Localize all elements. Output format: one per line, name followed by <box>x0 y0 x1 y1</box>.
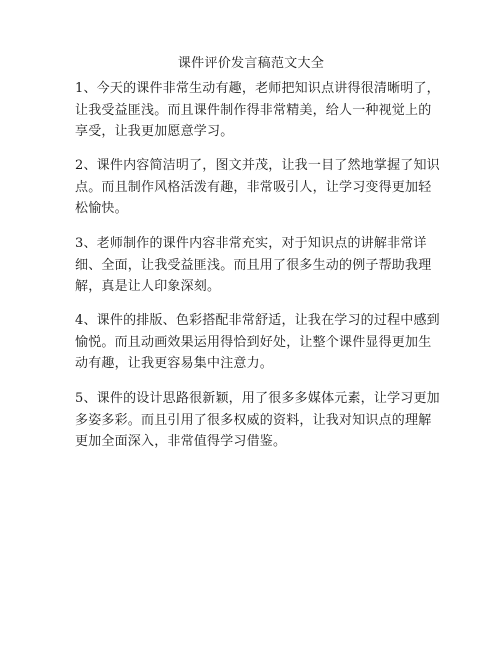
paragraph-5: 5、课件的设计思路很新颖，用了很多多媒体元素，让学习更加多姿多彩。而且引用了很多权威的资料，让我对知识点的理解更加全面深入，非常值得学习借鉴。 <box>75 391 440 449</box>
document-title: 课件评价发言稿范文大全 <box>177 56 325 71</box>
paragraph-4: 4、课件的排版、色彩搭配非常舒适，让我在学习的过程中感到愉悦。而且动画效果运用得恰到好处，让整个课件显得更加生动有趣，让我更容易集中注意力。 <box>75 313 440 371</box>
paragraph-3: 3、老师制作的课件内容非常充实，对于知识点的讲解非常详细、全面，让我受益匪浅。而且用了很多生动的例子帮助我理解，真是让人印象深刻。 <box>75 236 432 294</box>
paragraph-2: 2、课件内容简洁明了，图文并茂，让我一目了然地掌握了知识点。而且制作风格活泼有趣，非常吸引人，让学习变得更加轻松愉快。 <box>75 158 440 216</box>
paragraph-1: 1、今天的课件非常生动有趣，老师把知识点讲得很清晰明了，让我受益匪浅。而且课件制作得非常精美，给人一种视觉上的享受，让我更加愿意学习。 <box>75 81 440 139</box>
